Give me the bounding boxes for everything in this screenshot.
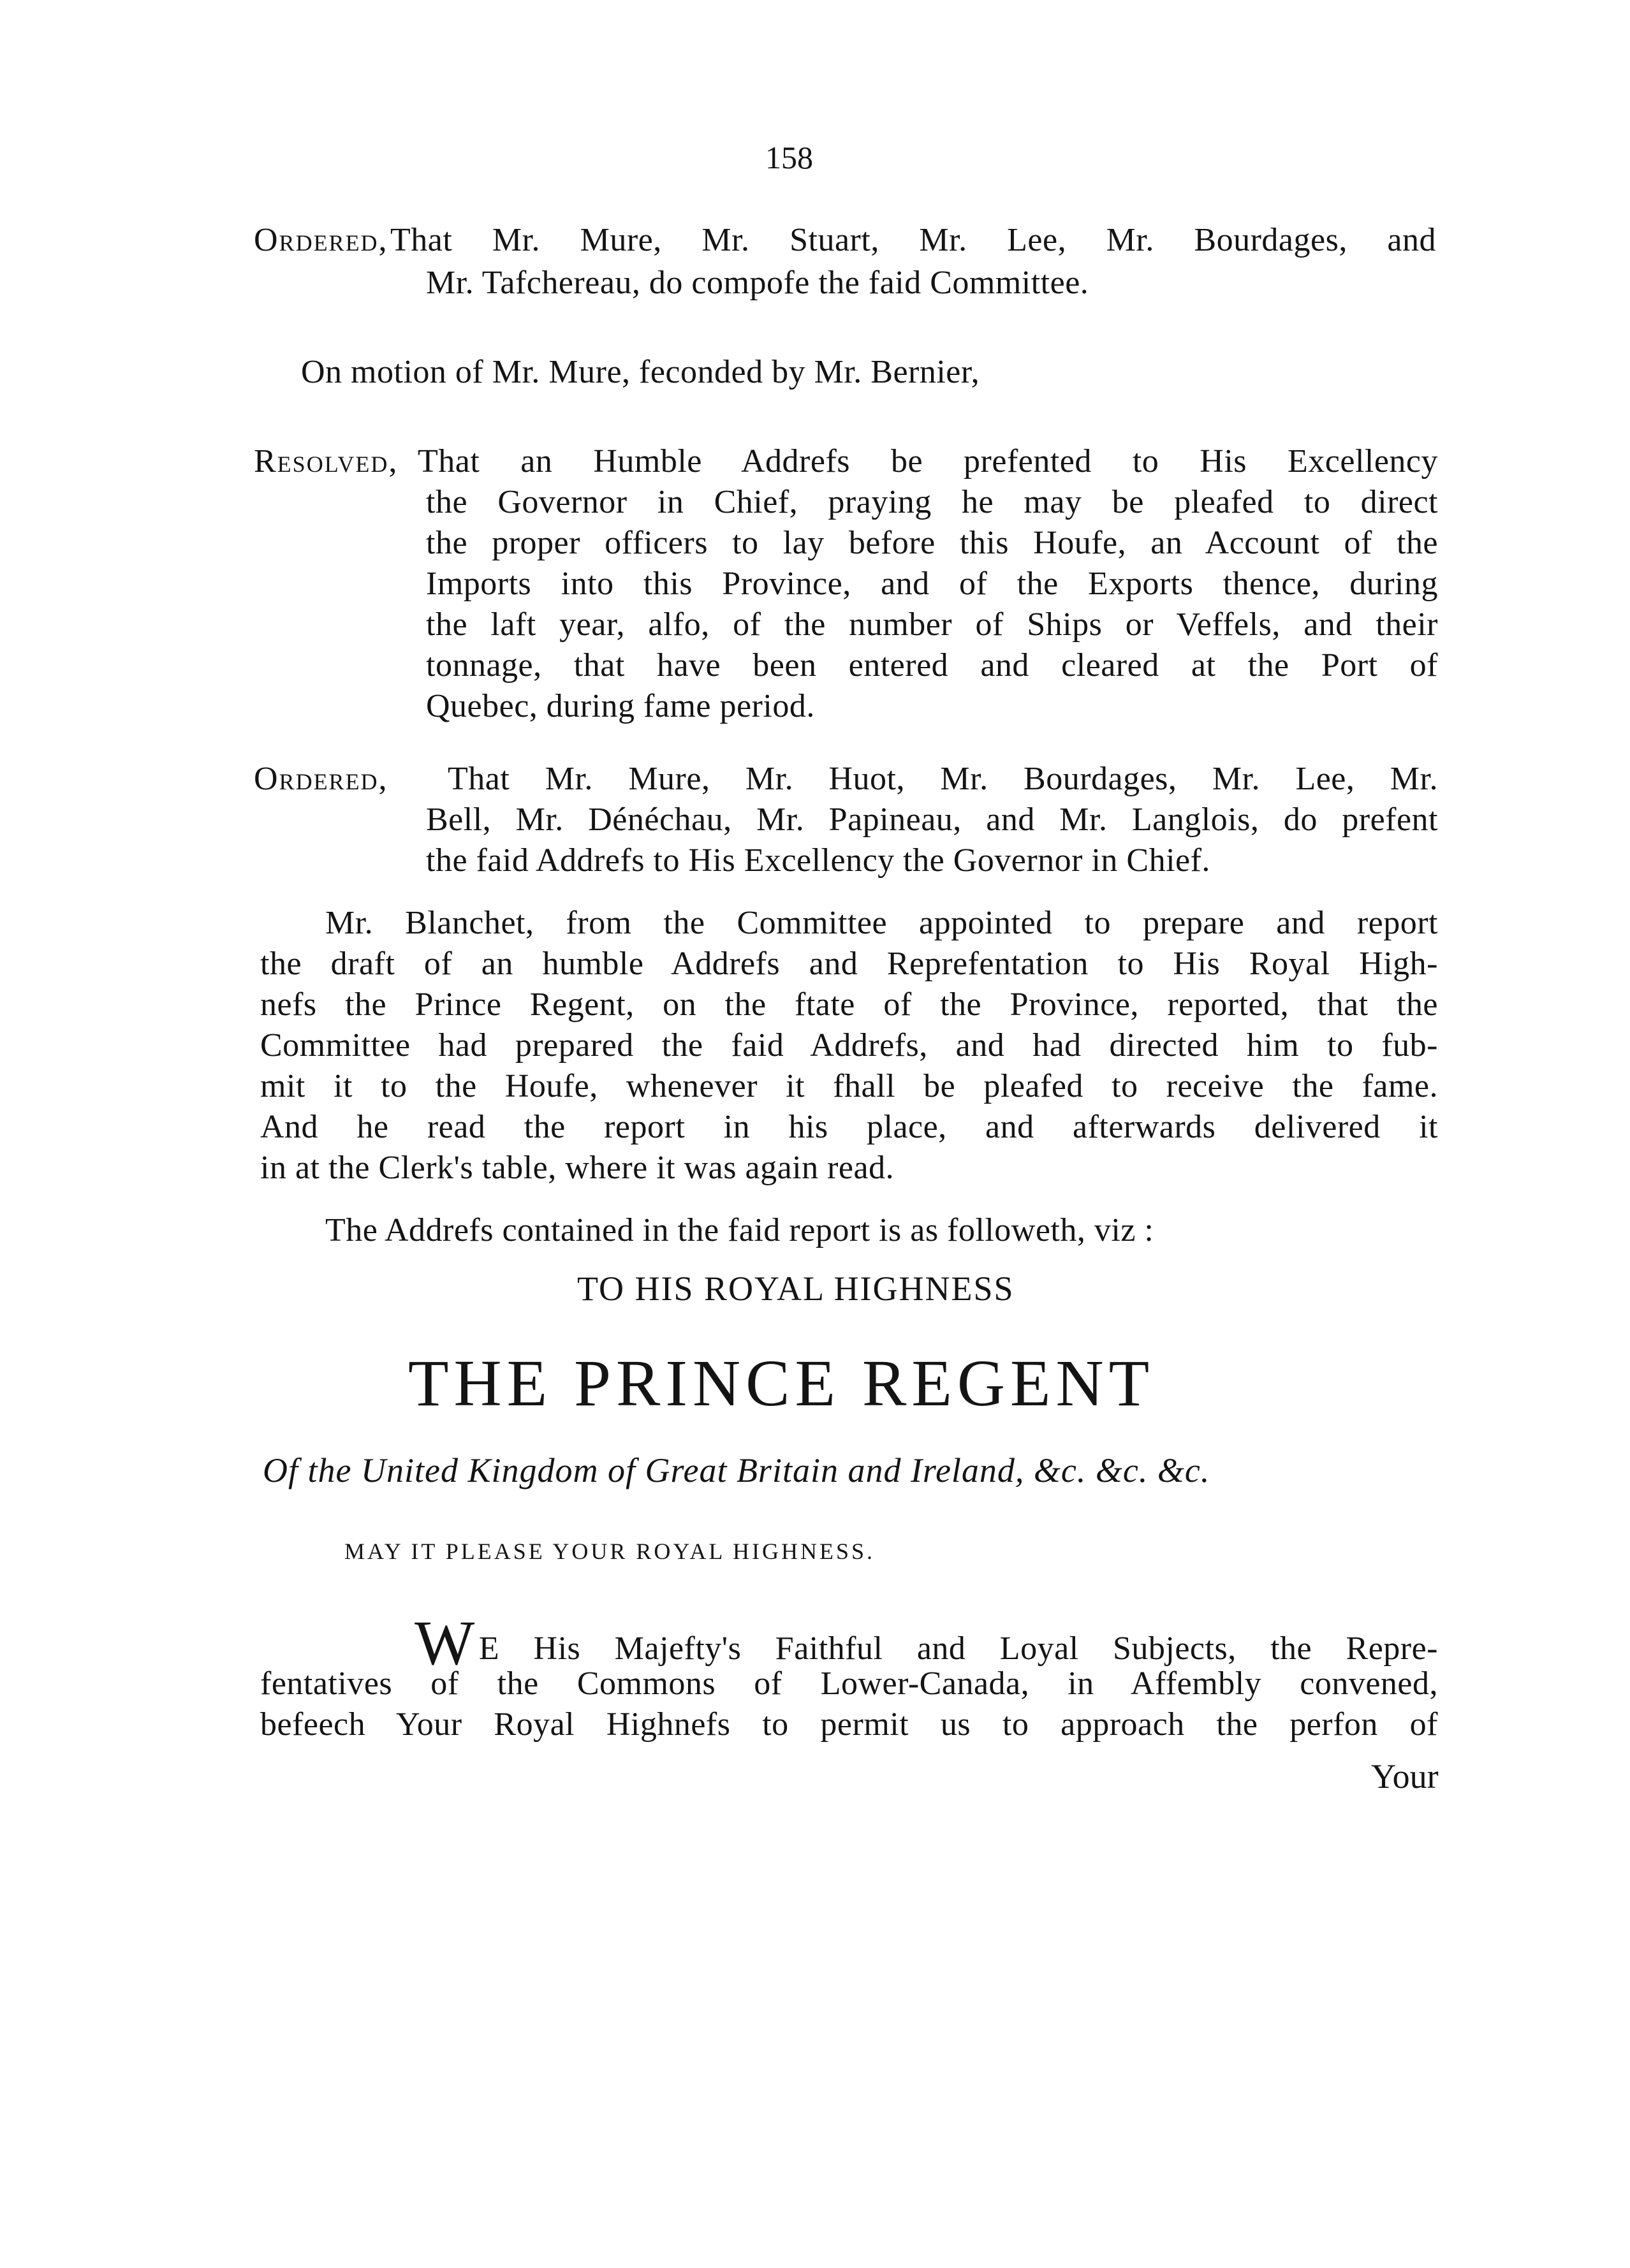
resolved-line-7: Quebec, during fame period. — [426, 688, 815, 724]
resolved-line-2: the Governor in Chief, praying he may be pleafed to direct — [426, 484, 1438, 520]
ordered-2-line-2: Bell, Mr. Dénéchau, Mr. Papineau, and Mr. Langlois, do prefent — [426, 801, 1438, 838]
address-title-line-2: THE PRINCE REGENT — [408, 1347, 1155, 1420]
blanchet-line-7: in at the Clerk's table, where it was again read. — [260, 1150, 895, 1186]
address-body-line-3: befeech Your Royal Highnefs to permit us to approach the perfon of — [260, 1706, 1438, 1743]
resolved-line-6: tonnage, that have been entered and cleared at the Port of — [426, 647, 1438, 684]
blanchet-line-1: Mr. Blanchet, from the Committee appointed to prepare and report — [325, 905, 1438, 941]
resolved-line-4: Imports into this Province, and of the Exports thence, during — [426, 566, 1438, 602]
salutation: MAY IT PLEASE YOUR ROYAL HIGHNESS. — [344, 1539, 876, 1564]
page-number: 158 — [765, 140, 813, 175]
address-title-line-1: TO HIS ROYAL HIGHNESS — [577, 1269, 1015, 1308]
address-intro: The Addrefs contained in the faid report is as followeth, viz : — [325, 1212, 1154, 1248]
resolved-line-3: the proper officers to lay before this Houfe, an Account of the — [426, 525, 1438, 561]
resolved-line-5: the laft year, alfo, of the number of Ships or Veffels, and their — [426, 606, 1438, 643]
ordered-label-1: Ordered, — [254, 222, 388, 258]
ordered-2-line-3: the faid Addrefs to His Excellency the Governor in Chief. — [426, 842, 1210, 879]
blanchet-line-2: the draft of an humble Addrefs and Reprefentation to His Royal High- — [260, 946, 1438, 982]
resolved-label: Resolved, — [254, 443, 399, 479]
address-body-line-1 — [415, 1607, 1438, 1678]
drop-cap: W — [415, 1607, 475, 1678]
blanchet-line-3: nefs the Prince Regent, on the ftate of the Province, reported, that the — [260, 986, 1438, 1023]
blanchet-line-6: And he read the report in his place, and afterwards delivered it — [260, 1109, 1438, 1145]
resolved-line-1: That an Humble Addrefs be prefented to His Excellency — [418, 443, 1438, 479]
address-body-line-2: fentatives of the Commons of Lower-Canada, in Affembly convened, — [260, 1665, 1438, 1702]
ordered-2-line-1: That Mr. Mure, Mr. Huot, Mr. Bourdages, Mr. Lee, Mr. — [448, 761, 1438, 797]
ordered-label-2: Ordered, — [254, 761, 388, 797]
catchword: Your — [1371, 1757, 1439, 1796]
ordered-1-line-1: That Mr. Mure, Mr. Stuart, Mr. Lee, Mr. Bourdages, and — [390, 222, 1436, 258]
blanchet-line-5: mit it to the Houfe, whenever it fhall be pleafed to receive the fame. — [260, 1068, 1438, 1104]
blanchet-line-4: Committee had prepared the faid Addrefs, and had directed him to fub- — [260, 1027, 1438, 1064]
ordered-1-line-2: Mr. Tafchereau, do compofe the faid Committee. — [426, 265, 1089, 301]
motion-line: On motion of Mr. Mure, feconded by Mr. Bernier, — [301, 354, 980, 390]
address-body-line-1-text: E His Majefty's Faithful and Loyal Subjects, the Repre- — [478, 1630, 1438, 1667]
address-title-line-3: Of the United Kingdom of Great Britain and Ireland, &c. &c. &c. — [263, 1451, 1210, 1489]
